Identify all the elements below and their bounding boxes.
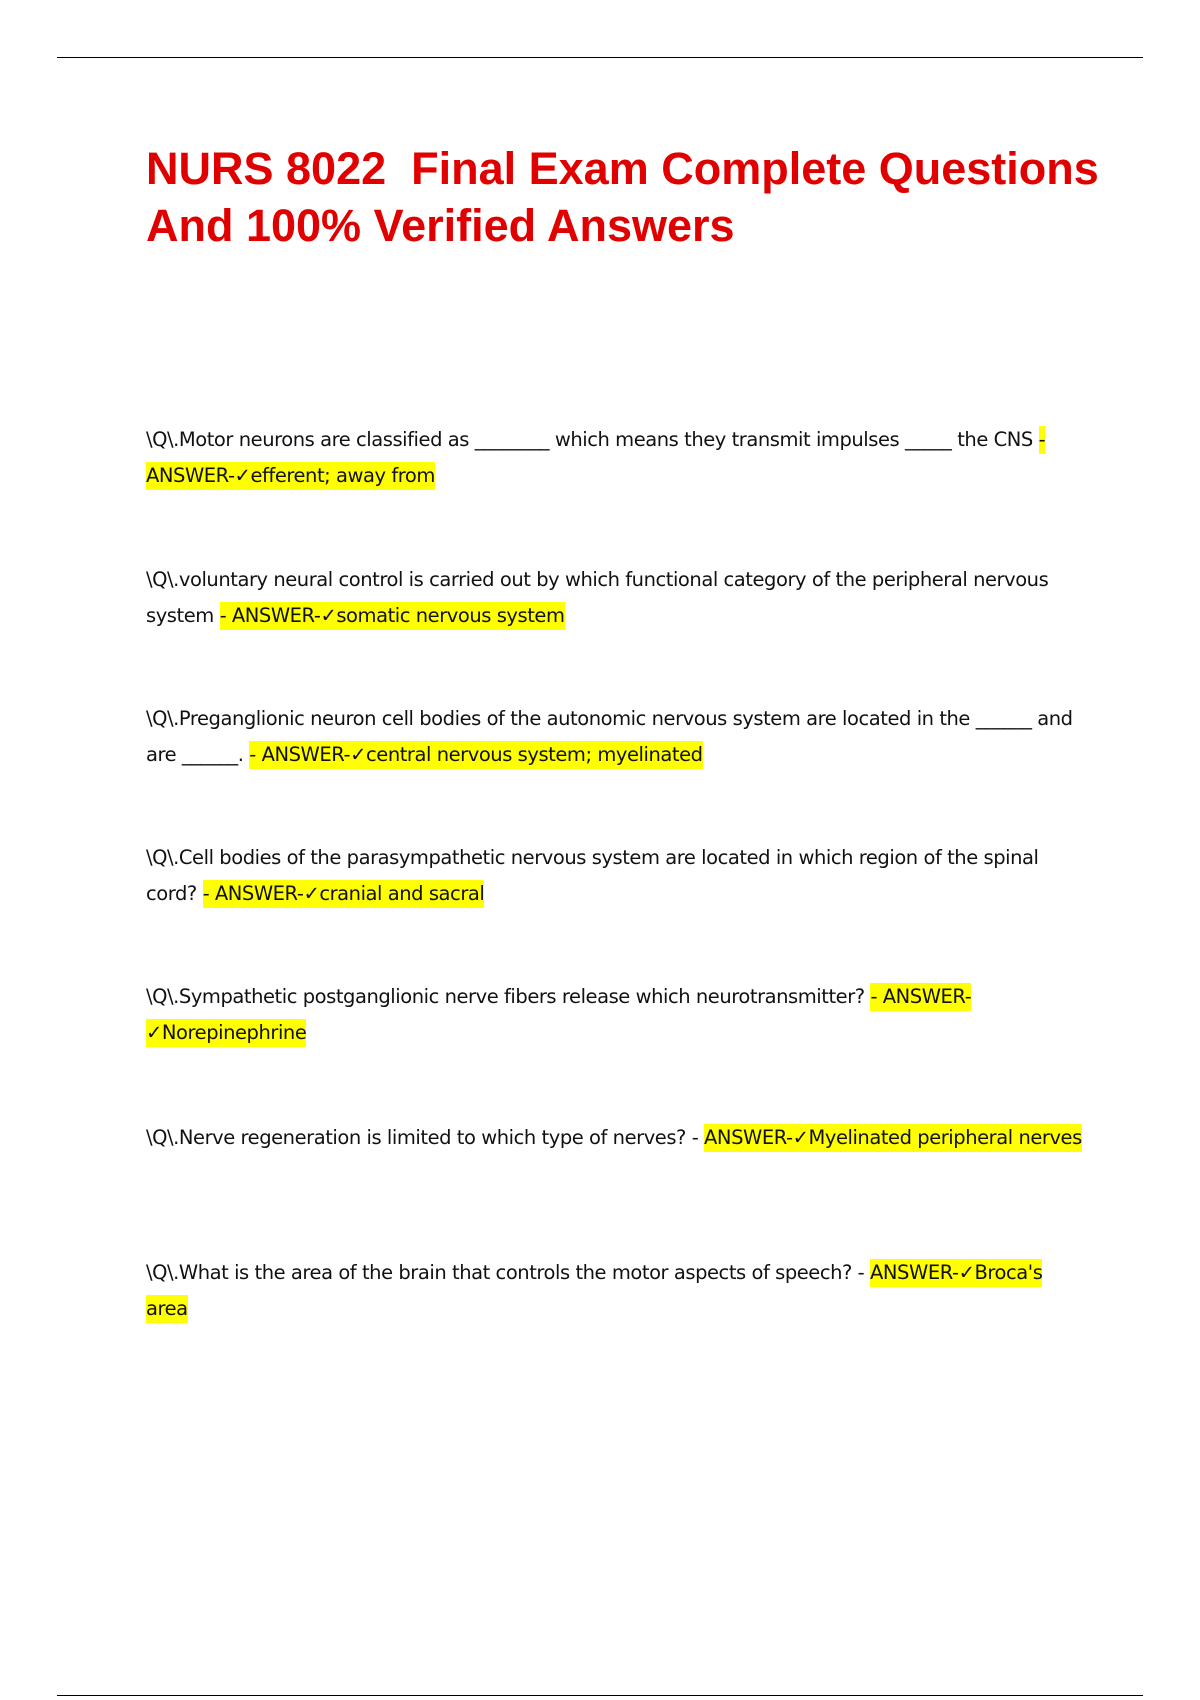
question-text: \Q\.Nerve regeneration is limited to which type of nerves? (146, 1126, 686, 1149)
qa-item-3 (146, 701, 1086, 773)
question-text: \Q\.Motor neurons are classified as ________ which means they transmit impulses _____ the CNS (146, 428, 1033, 451)
qa-item-1 (146, 422, 1086, 494)
qa-item-6 (146, 1120, 1086, 1156)
bottom-rule (57, 1695, 1143, 1696)
answer-highlight: - ANSWER-✓somatic nervous system (220, 602, 565, 630)
answer-highlight: ANSWER-✓Myelinated peripheral nerves (704, 1124, 1082, 1152)
top-rule (57, 57, 1143, 58)
question-text: \Q\.voluntary neural control is carried out by which functional category of the peripheral nervous system (146, 568, 1049, 627)
question-text: \Q\.What is the area of the brain that controls the motor aspects of speech? (146, 1261, 852, 1284)
answer-highlight: - ANSWER-✓cranial and sacral (203, 880, 485, 908)
answer-highlight: - ANSWER-✓central nervous system; myelinated (249, 741, 702, 769)
answer-separator (214, 604, 220, 627)
qa-item-2 (146, 562, 1086, 634)
answer-highlight: - ANSWER-✓efferent; away from (146, 426, 1045, 490)
qa-item-4 (146, 840, 1086, 912)
answer-highlight: - ANSWER-✓Norepinephrine (146, 983, 971, 1047)
answer-highlight: ANSWER-✓Broca's area (146, 1259, 1042, 1323)
question-text: \Q\.Preganglionic neuron cell bodies of the autonomic nervous system are located in the ______ and are ______. (146, 707, 1073, 766)
qa-item-7 (146, 1255, 1086, 1327)
answer-separator (1033, 428, 1039, 451)
qa-item-5 (146, 979, 1086, 1051)
question-text: \Q\.Cell bodies of the parasympathetic nervous system are located in which region of the spinal cord? (146, 846, 1039, 905)
answer-separator (197, 882, 203, 905)
answer-separator: - (851, 1261, 871, 1284)
document-title: NURS 8022 Final Exam Complete Questions And 100% Verified Answers (146, 143, 1110, 251)
question-text: \Q\.Sympathetic postganglionic nerve fibers release which neurotransmitter? (146, 985, 865, 1008)
answer-separator: - (685, 1126, 705, 1149)
